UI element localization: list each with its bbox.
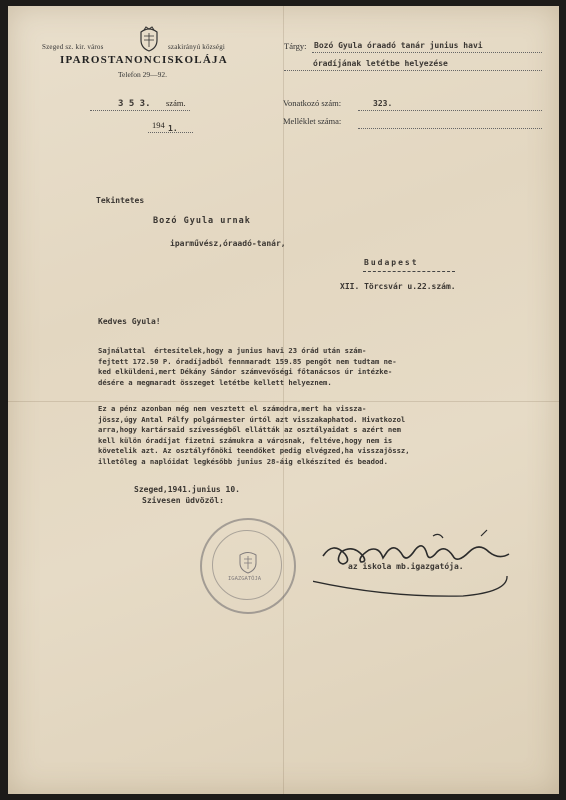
reference-year-suffix: 1.	[168, 124, 178, 133]
letterhead-city-left: Szeged sz. kir. város	[42, 43, 104, 51]
stamp-coat-of-arms-icon	[236, 550, 260, 574]
reference-field-label: Vonatkozó szám:	[283, 98, 342, 108]
recipient-street: XII. Törcsvár u.22.szám.	[340, 282, 456, 291]
reference-field-rule	[358, 110, 542, 111]
official-stamp	[200, 518, 296, 614]
closing-regards: Szivesen üdvözöl:	[142, 496, 224, 505]
reference-field-value: 323.	[373, 99, 393, 108]
subject-label: Tárgy:	[284, 41, 307, 51]
letterhead-city-right: szakirányú községi	[168, 43, 226, 51]
closing-date: Szeged,1941.junius 10.	[134, 485, 240, 494]
body-paragraph-2: Ez a pénz azonban még nem vesztett el számodra,mert ha vissza- jössz,úgy Antal Pálfy polgármester úrtól azt visszakaphatod. Hivatkozol arra,hogy kartársaid szívességből ellátták az osztályaidat s azért nem kell külön óradíjat fizetni számukra a városnak, feltéve,hogy nem is követelik azt. Az osztályfőnöki teendőket pedig elvégzed,ha visszajössz, illetőleg a naplóidat legkésőbb junius 28-áig elkészíted és beadod.	[98, 404, 410, 466]
reference-number-label: szám.	[166, 98, 186, 108]
subject-line-1: Bozó Gyula óraadó tanár junius havi	[314, 41, 483, 50]
recipient-profession: iparművész,óraadó-tanár,	[170, 239, 286, 248]
body-paragraph-1: Sajnálattal értesítelek,hogy a junius havi 23 órád után szám- fejtett 172.50 P. óradíjadból fennmaradt 159.85 pengőt nem tudtam ne- ked elküldeni,mert Dékány Sándor számvevőségi főtanácsos úr intézke- désére a megmaradt összeget letétbe kellett helyeznem.	[98, 346, 397, 387]
reference-year-prefix: 194	[152, 120, 165, 130]
salutation-title: Tekintetes	[96, 196, 145, 205]
subject-line-2-rule	[284, 70, 542, 71]
stamp-center-text: IGAZGATÓJA	[228, 576, 262, 582]
school-name: IPAROSTANONCISKOLÁJA	[60, 54, 228, 66]
reference-year-line	[148, 132, 193, 133]
attachment-rule	[358, 128, 542, 129]
reference-number: 3 5 3.	[118, 99, 151, 109]
subject-line-1-rule	[312, 52, 542, 53]
greeting: Kedves Gyula!	[98, 317, 161, 326]
document-page	[8, 6, 559, 794]
subject-line-2: óradíjának letétbe helyezése	[313, 59, 448, 68]
city-underline	[363, 271, 455, 272]
coat-of-arms-icon	[138, 26, 160, 52]
reference-number-line	[90, 110, 190, 111]
recipient-name: Bozó Gyula urnak	[153, 216, 251, 226]
recipient-city: Budapest	[364, 258, 419, 267]
signatory-title: az iskola mb.igazgatója.	[348, 562, 464, 571]
attachment-label: Melléklet száma:	[283, 116, 342, 126]
phone-number: Telefon 29—92.	[118, 70, 168, 79]
